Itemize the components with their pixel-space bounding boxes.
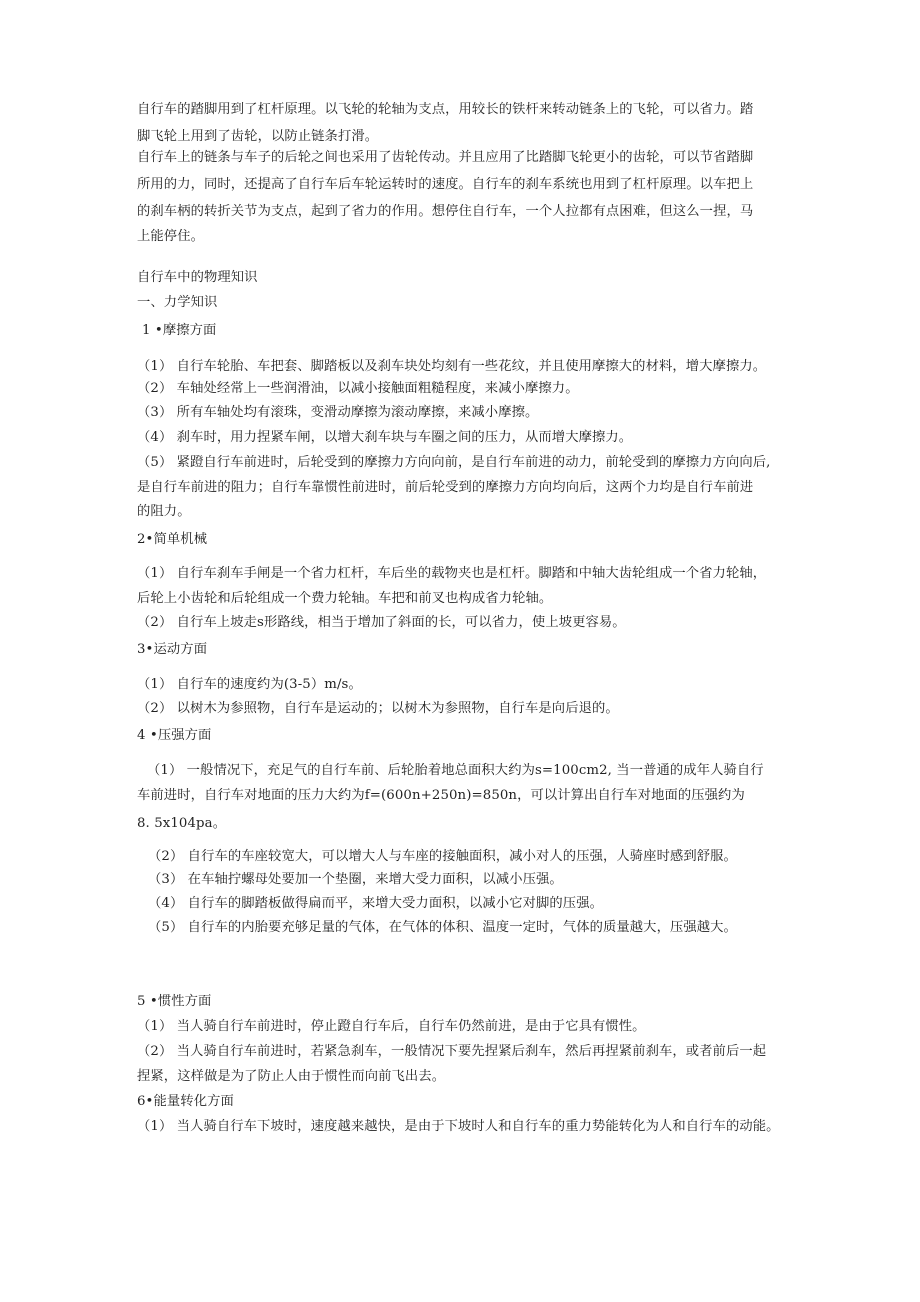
section-heading: 1 •摩擦方面 xyxy=(142,323,217,338)
item-line: （2） 车轴处经常上一些润滑油，以减小接触面粗糙程度，来减小摩擦力。 xyxy=(137,381,579,396)
item-line: （2） 自行车的车座较宽大，可以增大人与车座的接触面积，减小对人的压强，人骑座时感到舒服。 xyxy=(148,849,737,864)
part-heading: 一、力学知识 xyxy=(137,295,218,310)
doc-title: 自行车中的物理知识 xyxy=(137,270,258,285)
intro-line: 脚飞轮上用到了齿轮，以防止链条打滑。 xyxy=(137,129,379,144)
item-line: （2） 当人骑自行车前进时，若紧急刹车，一般情况下要先捏紧后刹车，然后再捏紧前刹车，或者前后一起 xyxy=(137,1044,767,1059)
intro-line: 所用的力，同时，还提高了自行车后车轮运转时的速度。自行车的刹车系统也用到了杠杆原理。以车把上 xyxy=(137,177,754,192)
item-line: （2） 自行车上坡走s形路线，相当于增加了斜面的长，可以省力，使上坡更容易。 xyxy=(137,615,626,630)
item-line: （4） 刹车时，用力捏紧车闸，以增大刹车块与车圈之间的压力，从而增大摩擦力。 xyxy=(137,430,633,445)
item-line: （1） 一般情况下，充足气的自行车前、后轮胎着地总面积大约为s=100cm2, 当一普通的成年人骑自行 xyxy=(147,763,764,778)
item-line: 的阻力。 xyxy=(137,504,191,519)
item-line: （3） 在车轴拧螺母处要加一个垫圈，来增大受力面积，以减小压强。 xyxy=(148,872,563,887)
item-line: 8. 5x104pa。 xyxy=(137,816,227,831)
item-line: （3） 所有车轴处均有滚珠，变滑动摩擦为滚动摩擦，来减小摩擦。 xyxy=(137,405,539,420)
section-heading: 5 •惯性方面 xyxy=(137,994,212,1009)
section-heading: 4 •压强方面 xyxy=(137,728,212,743)
item-line: （1） 自行车的速度约为(3-5）m/s。 xyxy=(137,677,362,692)
item-line: （2） 以树木为参照物，自行车是运动的；以树木为参照物，自行车是向后退的。 xyxy=(137,701,619,716)
item-line: （1） 当人骑自行车下坡时，速度越来越快，是由于下坡时人和自行车的重力势能转化为人和自行车的动能。 xyxy=(137,1119,780,1134)
item-line: （1） 自行车刹车手闸是一个省力杠杆，车后坐的载物夹也是杠杆。脚踏和中轴大齿轮组成一个省力轮轴， xyxy=(137,566,767,581)
intro-line: 的刹车柄的转折关节为支点，起到了省力的作用。想停住自行车，一个人拉都有点困难，但这么一捏，马 xyxy=(137,204,754,219)
item-line: 车前进时，自行车对地面的压力大约为f=(600n+250n)=850n，可以计算出自行车对地面的压强约为 xyxy=(137,788,745,803)
item-line: 是自行车前进的阻力；自行车靠惯性前进时，前后轮受到的摩擦力方向均向后，这两个力均是自行车前进 xyxy=(137,480,754,495)
section-heading: 3•运动方面 xyxy=(137,642,208,657)
item-line: 捏紧，这样做是为了防止人由于惯性而向前飞出去。 xyxy=(137,1069,446,1084)
section-heading: 6•能量转化方面 xyxy=(137,1094,234,1109)
item-line: （5） 自行车的内胎要充够足量的气体，在气体的体积、温度一定时，气体的质量越大，压强越大。 xyxy=(148,920,737,935)
item-line: 后轮上小齿轮和后轮组成一个费力轮轴。车把和前叉也构成省力轮轴。 xyxy=(137,591,553,606)
item-line: （5） 紧蹬自行车前进时，后轮受到的摩擦力方向向前，是自行车前进的动力，前轮受到的摩擦力方向向后, xyxy=(137,455,771,470)
intro-line: 上能停住。 xyxy=(137,229,204,244)
intro-line: 自行车的踏脚用到了杠杆原理。以飞轮的轮轴为支点，用较长的铁杆来转动链条上的飞轮，可以省力。踏 xyxy=(137,102,754,117)
item-line: （4） 自行车的脚踏板做得扁而平，来增大受力面积，以减小它对脚的压强。 xyxy=(148,896,603,911)
intro-line: 自行车上的链条与车子的后轮之间也采用了齿轮传动。并且应用了比踏脚飞轮更小的齿轮，可以节省踏脚 xyxy=(137,150,754,165)
section-heading: 2•简单机械 xyxy=(137,532,208,547)
item-line: （1） 当人骑自行车前进时，停止蹬自行车后，自行车仍然前进，是由于它具有惯性。 xyxy=(137,1019,646,1034)
item-line: （1） 自行车轮胎、车把套、脚踏板以及刹车块处均刻有一些花纹，并且使用摩擦大的材料，增大摩擦力。 xyxy=(137,359,767,374)
